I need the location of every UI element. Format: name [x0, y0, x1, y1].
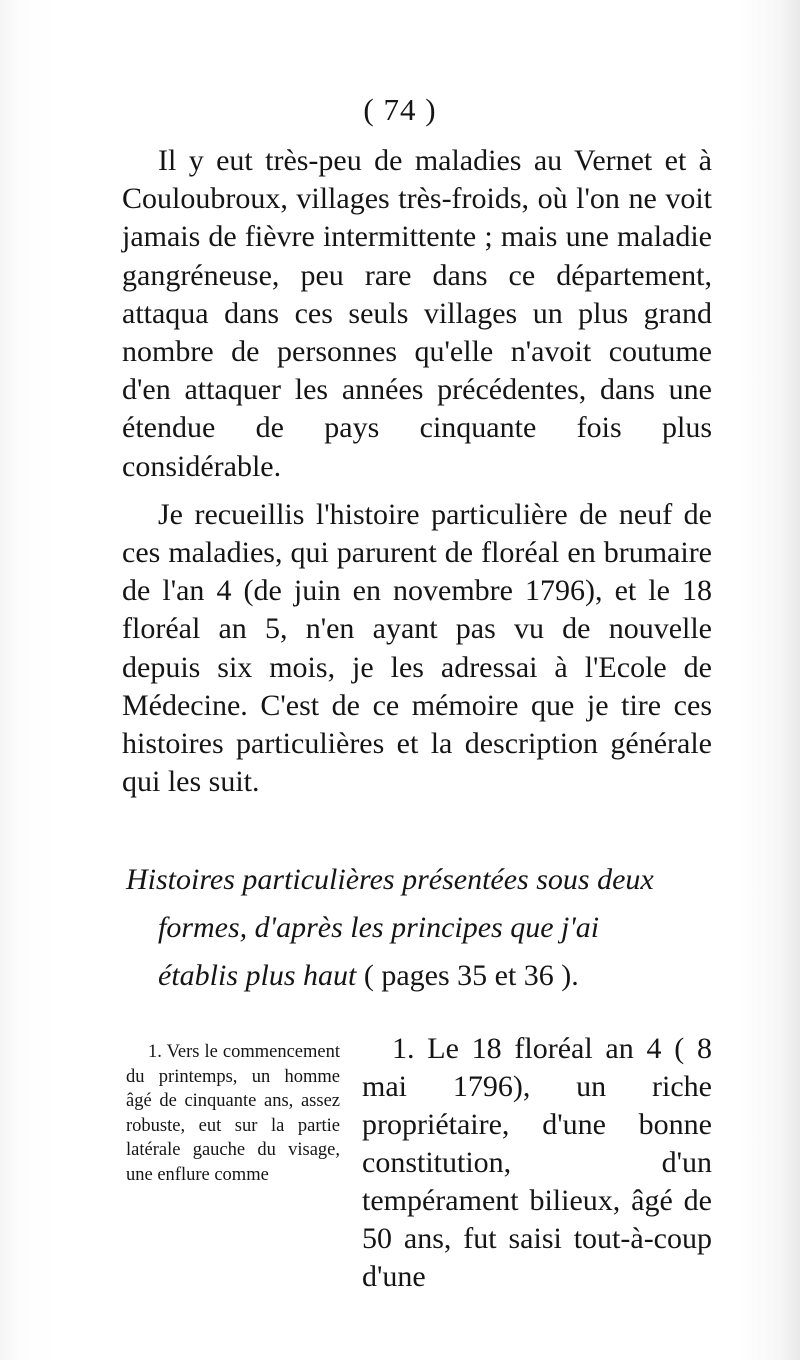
case-1-short: 1. Vers le commencement du printemps, un homme âgé de cinquante ans, assez robuste, eut sur la partie latérale gauche du visage, une enflure comme	[126, 1042, 340, 1185]
heading-line-3	[126, 952, 716, 1000]
paragraph-1: Il y eut très-peu de maladies au Vernet et à Couloubroux, villages très-froids, où l'on ne voit jamais de fièvre intermittente ; mais une maladie gangréneuse, peu rare dans ce département, attaqua dans ces seuls villages un plus grand nombre de personnes qu'elle n'avoit coutume d'en attaquer les années précédentes, dans une étendue de pays cinquante fois plus considérable.	[122, 144, 712, 483]
paragraph-2: Je recueillis l'histoire particulière de neuf de ces maladies, qui parurent de floréal en brumaire de l'an 4 (de juin en novembre 1796), et le 18 floréal an 5, n'en ayant pas vu de nouvelle depuis six mois, je les adressai à l'Ecole de Médecine. C'est de ce mémoire que je tire ces histoires particulières et la description générale qui les suit.	[122, 497, 712, 799]
case-column-long-form	[362, 1030, 712, 1296]
case-column-short-form	[126, 1040, 340, 1188]
page-number: ( 74 )	[363, 92, 437, 127]
column-divider	[350, 1036, 351, 1236]
heading-line-2: formes, d'après les principes que j'ai	[158, 911, 600, 944]
main-text	[122, 142, 712, 801]
heading-page-reference: ( pages 35 et 36 ).	[356, 959, 579, 992]
heading-line-3-italic: établis plus haut	[158, 959, 357, 992]
heading-line-1: Histoires particulières présentées sous deux	[126, 863, 654, 896]
case-1-long: 1. Le 18 floréal an 4 ( 8 mai 1796), un riche propriétaire, d'une bonne constitution, d'un tempérament bilieux, âgé de 50 ans, fut saisi tout-à-coup d'une	[362, 1032, 712, 1293]
section-heading	[126, 856, 716, 1000]
